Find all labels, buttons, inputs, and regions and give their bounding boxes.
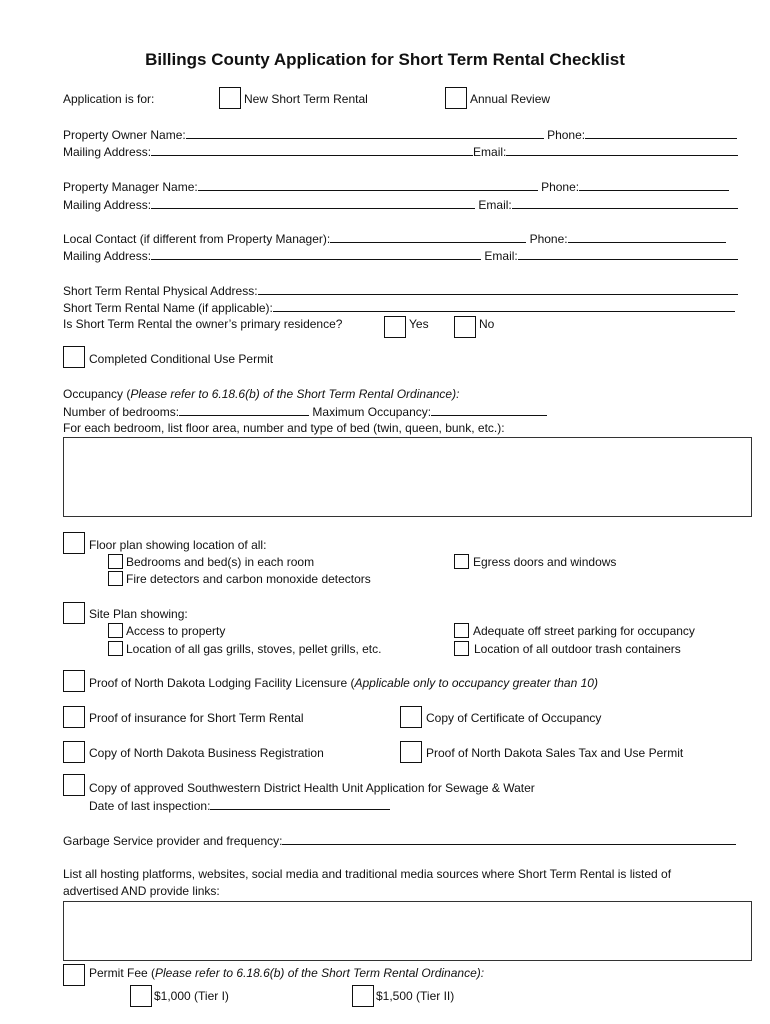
bedrooms-label: Number of bedrooms:	[63, 405, 180, 419]
access-checkbox[interactable]	[108, 623, 123, 638]
annual-review-checkbox[interactable]	[445, 87, 467, 109]
trash-label: Location of all outdoor trash containers	[474, 642, 681, 656]
owner-phone-field[interactable]	[585, 126, 737, 139]
occupancy-ref: Please refer to 6.18.6(b) of the Short Term Rental Ordinance):	[130, 387, 460, 401]
floor-plan-label: Floor plan showing location of all:	[89, 538, 267, 552]
tier2-label: $1,500 (Tier II)	[376, 989, 455, 1003]
page-title: Billings County Application for Short Term Rental Checklist	[145, 50, 625, 69]
platforms-label-2: advertised AND provide links:	[63, 884, 220, 898]
egress-label: Egress doors and windows	[473, 555, 617, 569]
permit-fee-checkbox[interactable]	[63, 964, 85, 986]
inspection-label: Date of last inspection:	[89, 799, 211, 813]
owner-phone-label: Phone:	[547, 128, 586, 142]
new-rental-checkbox[interactable]	[219, 87, 241, 109]
parking-label: Adequate off street parking for occupancy	[473, 624, 695, 638]
bedrooms-field[interactable]	[179, 403, 309, 416]
site-plan-checkbox[interactable]	[63, 602, 85, 624]
tier2-checkbox[interactable]	[352, 985, 374, 1007]
garbage-field[interactable]	[282, 832, 736, 845]
rental-name-label: Short Term Rental Name (if applicable):	[63, 301, 273, 315]
inspection-row	[89, 797, 390, 814]
trash-checkbox[interactable]	[454, 641, 469, 656]
manager-phone-label: Phone:	[541, 180, 580, 194]
owner-name-label: Property Owner Name:	[63, 128, 186, 142]
occupancy-cert-checkbox[interactable]	[400, 706, 422, 728]
permit-fee-ref: Please refer to 6.18.6(b) of the Short Term Rental Ordinance):	[155, 966, 485, 980]
lodging-row	[89, 675, 598, 691]
local-email-field[interactable]	[518, 247, 738, 260]
lodging-checkbox[interactable]	[63, 670, 85, 692]
bedroom-details-textarea[interactable]	[63, 437, 752, 517]
owner-email-field[interactable]	[506, 143, 738, 156]
bedrooms-row	[63, 403, 547, 420]
new-rental-label: New Short Term Rental	[244, 92, 368, 106]
local-contact-label: Local Contact (if different from Property Manager):	[63, 232, 331, 246]
application-for-label: Application is for:	[63, 92, 155, 106]
cup-checkbox[interactable]	[63, 346, 85, 368]
manager-name-row	[63, 178, 729, 195]
floor-plan-checkbox[interactable]	[63, 532, 85, 554]
insurance-label: Proof of insurance for Short Term Rental	[89, 711, 304, 725]
cup-label: Completed Conditional Use Permit	[89, 352, 274, 366]
access-label: Access to property	[126, 624, 226, 638]
parking-checkbox[interactable]	[454, 623, 469, 638]
owner-email-label: Email:	[473, 145, 507, 159]
tier1-label: $1,000 (Tier I)	[154, 989, 229, 1003]
tier1-checkbox[interactable]	[130, 985, 152, 1007]
bedrooms-item-label: Bedrooms and bed(s) in each room	[126, 555, 315, 569]
permit-fee-label: Permit Fee (	[89, 966, 156, 980]
business-reg-checkbox[interactable]	[63, 741, 85, 763]
local-phone-label: Phone:	[529, 232, 568, 246]
owner-address-field[interactable]	[151, 143, 473, 156]
sewage-label: Copy of approved Southwestern District Health Unit Application for Sewage & Water	[89, 781, 535, 795]
floor-area-label: For each bedroom, list floor area, number and type of bed (twin, queen, bunk, etc.):	[63, 421, 505, 435]
rental-name-row	[63, 299, 735, 316]
lodging-note: Applicable only to occupancy greater than 10)	[354, 676, 598, 690]
business-reg-label: Copy of North Dakota Business Registration	[89, 746, 324, 760]
local-contact-row	[63, 230, 726, 247]
max-occupancy-label: Maximum Occupancy:	[312, 405, 432, 419]
manager-address-row	[63, 196, 738, 213]
grills-label: Location of all gas grills, stoves, pellet grills, etc.	[126, 642, 382, 656]
sales-tax-label: Proof of North Dakota Sales Tax and Use Permit	[426, 746, 684, 760]
primary-yes-checkbox[interactable]	[384, 316, 406, 338]
manager-name-field[interactable]	[198, 178, 538, 191]
insurance-checkbox[interactable]	[63, 706, 85, 728]
primary-residence-label: Is Short Term Rental the owner’s primary residence?	[63, 317, 343, 331]
sales-tax-checkbox[interactable]	[400, 741, 422, 763]
manager-address-label: Mailing Address:	[63, 198, 152, 212]
local-phone-field[interactable]	[568, 230, 726, 243]
permit-fee-row	[89, 965, 484, 981]
owner-address-label: Mailing Address:	[63, 145, 152, 159]
annual-review-label: Annual Review	[470, 92, 551, 106]
rental-address-field[interactable]	[258, 282, 738, 295]
local-address-field[interactable]	[151, 247, 481, 260]
garbage-label: Garbage Service provider and frequency:	[63, 834, 283, 848]
inspection-date-field[interactable]	[210, 797, 390, 810]
sewage-checkbox[interactable]	[63, 774, 85, 796]
primary-no-checkbox[interactable]	[454, 316, 476, 338]
owner-name-field[interactable]	[186, 126, 544, 139]
local-address-label: Mailing Address:	[63, 249, 152, 263]
owner-name-row	[63, 126, 737, 143]
occupancy-cert-label: Copy of Certificate of Occupancy	[426, 711, 602, 725]
fire-detectors-checkbox[interactable]	[108, 571, 123, 586]
local-email-label: Email:	[484, 249, 518, 263]
platforms-textarea[interactable]	[63, 901, 752, 961]
manager-email-field[interactable]	[512, 196, 738, 209]
manager-address-field[interactable]	[151, 196, 475, 209]
rental-name-field[interactable]	[273, 299, 735, 312]
local-contact-field[interactable]	[330, 230, 526, 243]
rental-address-label: Short Term Rental Physical Address:	[63, 284, 258, 298]
bedrooms-checkbox[interactable]	[108, 554, 123, 569]
manager-email-label: Email:	[478, 198, 512, 212]
local-address-row	[63, 247, 738, 264]
garbage-row	[63, 832, 736, 849]
fire-detectors-label: Fire detectors and carbon monoxide detectors	[126, 572, 371, 586]
manager-name-label: Property Manager Name:	[63, 180, 198, 194]
rental-address-row	[63, 282, 738, 299]
manager-phone-field[interactable]	[579, 178, 729, 191]
grills-checkbox[interactable]	[108, 641, 123, 656]
max-occupancy-field[interactable]	[431, 403, 547, 416]
egress-checkbox[interactable]	[454, 554, 469, 569]
primary-yes-label: Yes	[409, 317, 429, 331]
lodging-label: Proof of North Dakota Lodging Facility Licensure (	[89, 676, 355, 690]
owner-address-row	[63, 143, 738, 160]
primary-no-label: No	[479, 317, 495, 331]
occupancy-heading	[63, 386, 459, 402]
platforms-label-1: List all hosting platforms, websites, social media and traditional media sources where Short Term Rental is listed of	[63, 867, 672, 881]
site-plan-label: Site Plan showing:	[89, 607, 188, 621]
occupancy-label: Occupancy (	[63, 387, 131, 401]
